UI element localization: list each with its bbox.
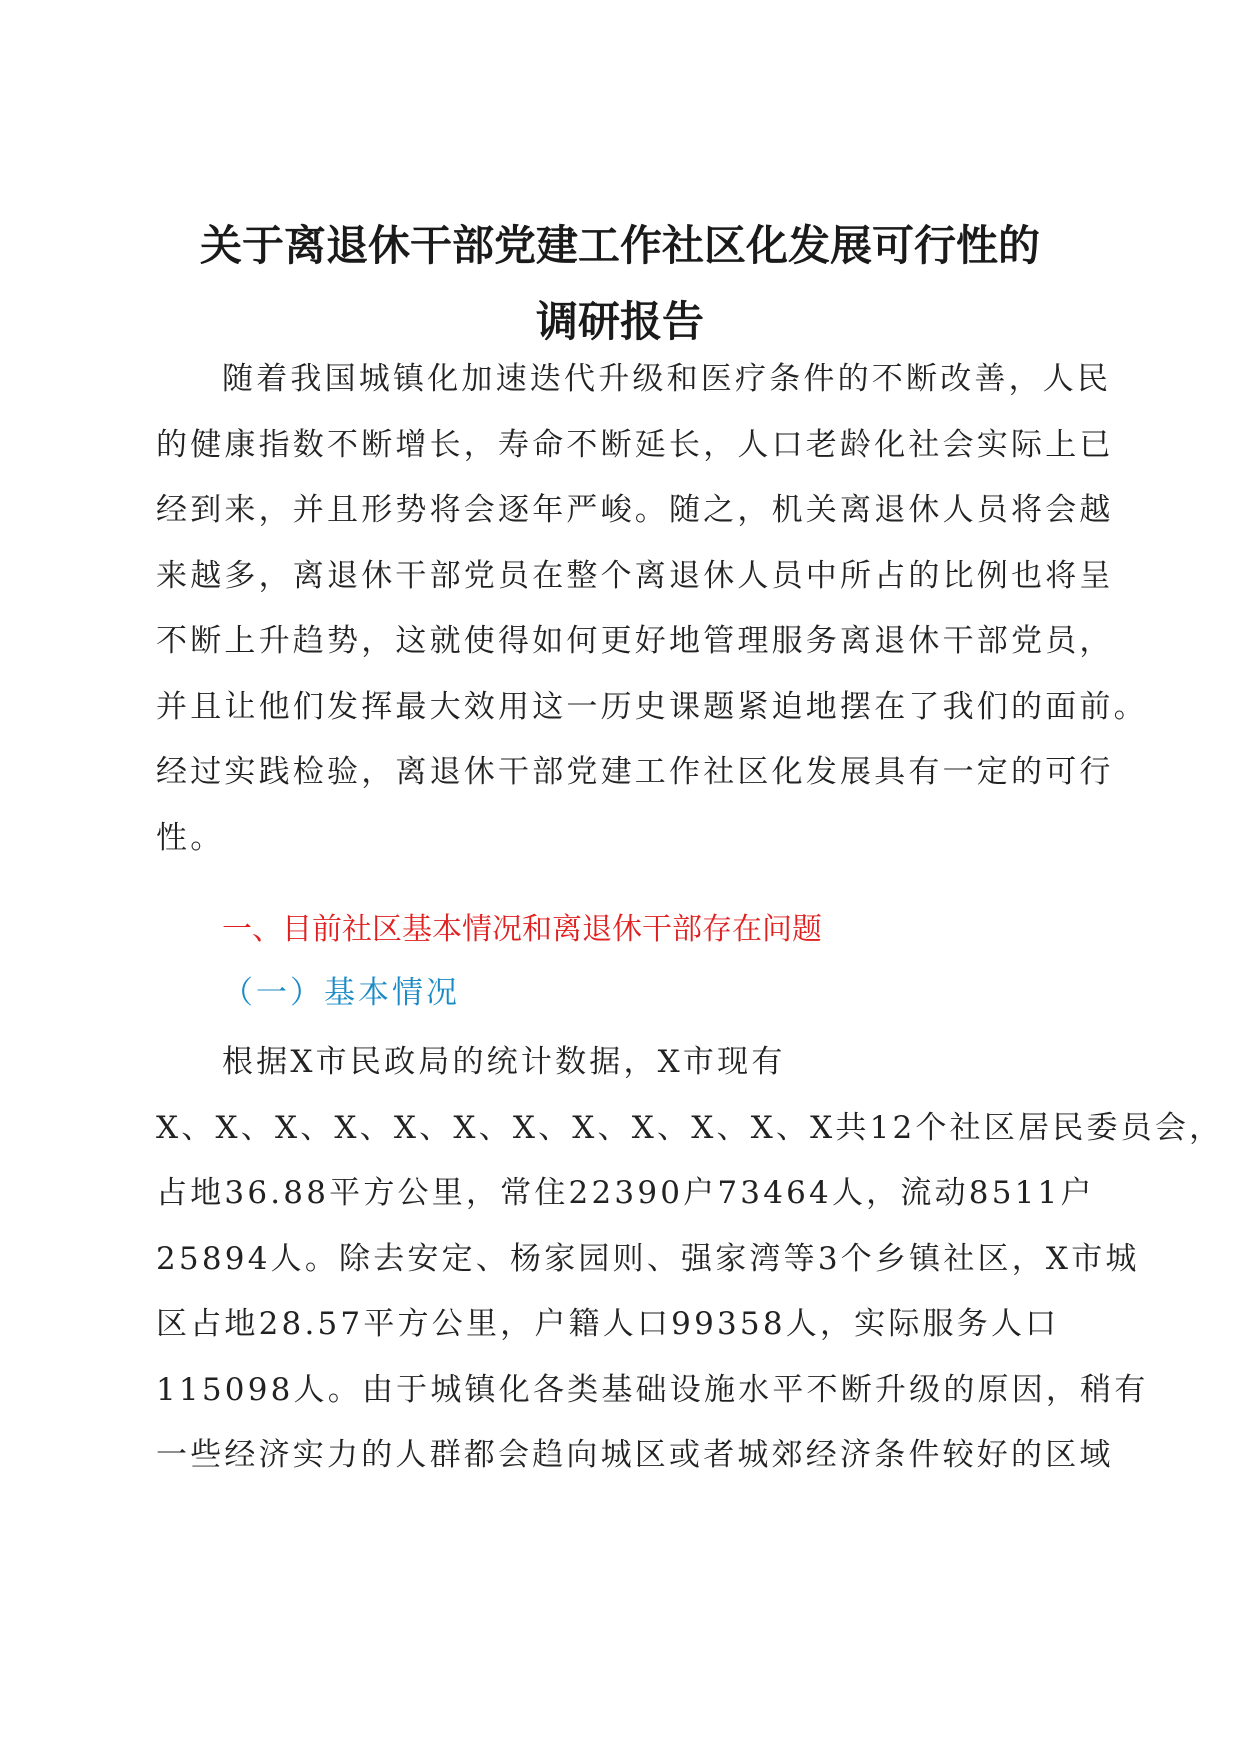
section-heading-1: 一、目前社区基本情况和离退休干部存在问题 [222,912,822,947]
paragraph-line: 的健康指数不断增长，寿命不断延长，人口老龄化社会实际上已 [156,426,1114,463]
paragraph-line: 根据X市民政局的统计数据，X市现有 [222,1044,786,1080]
paragraph-line: 性。 [156,819,225,856]
title-line-1: 关于离退休干部党建工作社区化发展可行性的 [199,221,1040,270]
paragraph-line: 115098人。由于城镇化各类基础设施水平不断升级的原因，稍有 [156,1371,1149,1408]
title-line-2: 调研报告 [535,297,704,346]
paragraph-line: X、X、X、X、X、X、X、X、X、X、X、X共12个社区居民委员会， [156,1109,1224,1146]
subsection-heading: （一）基本情况 [222,975,460,1011]
document-title [140,208,1100,360]
paragraph-line: 来越多，离退休干部党员在整个离退休人员中所占的比例也将呈 [156,557,1114,594]
paragraph-line: 一些经济实力的人群都会趋向城区或者城郊经济条件较好的区域 [156,1437,1114,1473]
paragraph-line: 占地36.88平方公里，常住22390户73464人，流动8511户 [156,1175,1095,1211]
paragraph-line: 并且让他们发挥最大效用这一历史课题紧迫地摆在了我们的面前。 [156,688,1148,725]
paragraph-line: 不断上升趋势，这就使得如何更好地管理服务离退休干部党员， [156,623,1114,659]
basic-situation-paragraph [156,1030,1224,1489]
paragraph-line: 随着我国城镇化加速迭代升级和医疗条件的不断改善，人民 [222,361,1112,397]
paragraph-line: 25894人。除去安定、杨家园则、强家湾等3个乡镇社区，X市城 [156,1240,1140,1277]
paragraph-line: 经到来，并且形势将会逐年严峻。随之，机关离退休人员将会越 [156,492,1114,528]
paragraph-line: 经过实践检验，离退休干部党建工作社区化发展具有一定的可行 [156,754,1114,790]
intro-paragraph [156,347,1148,871]
paragraph-line: 区占地28.57平方公里，户籍人口99358人，实际服务人口 [156,1306,1060,1342]
